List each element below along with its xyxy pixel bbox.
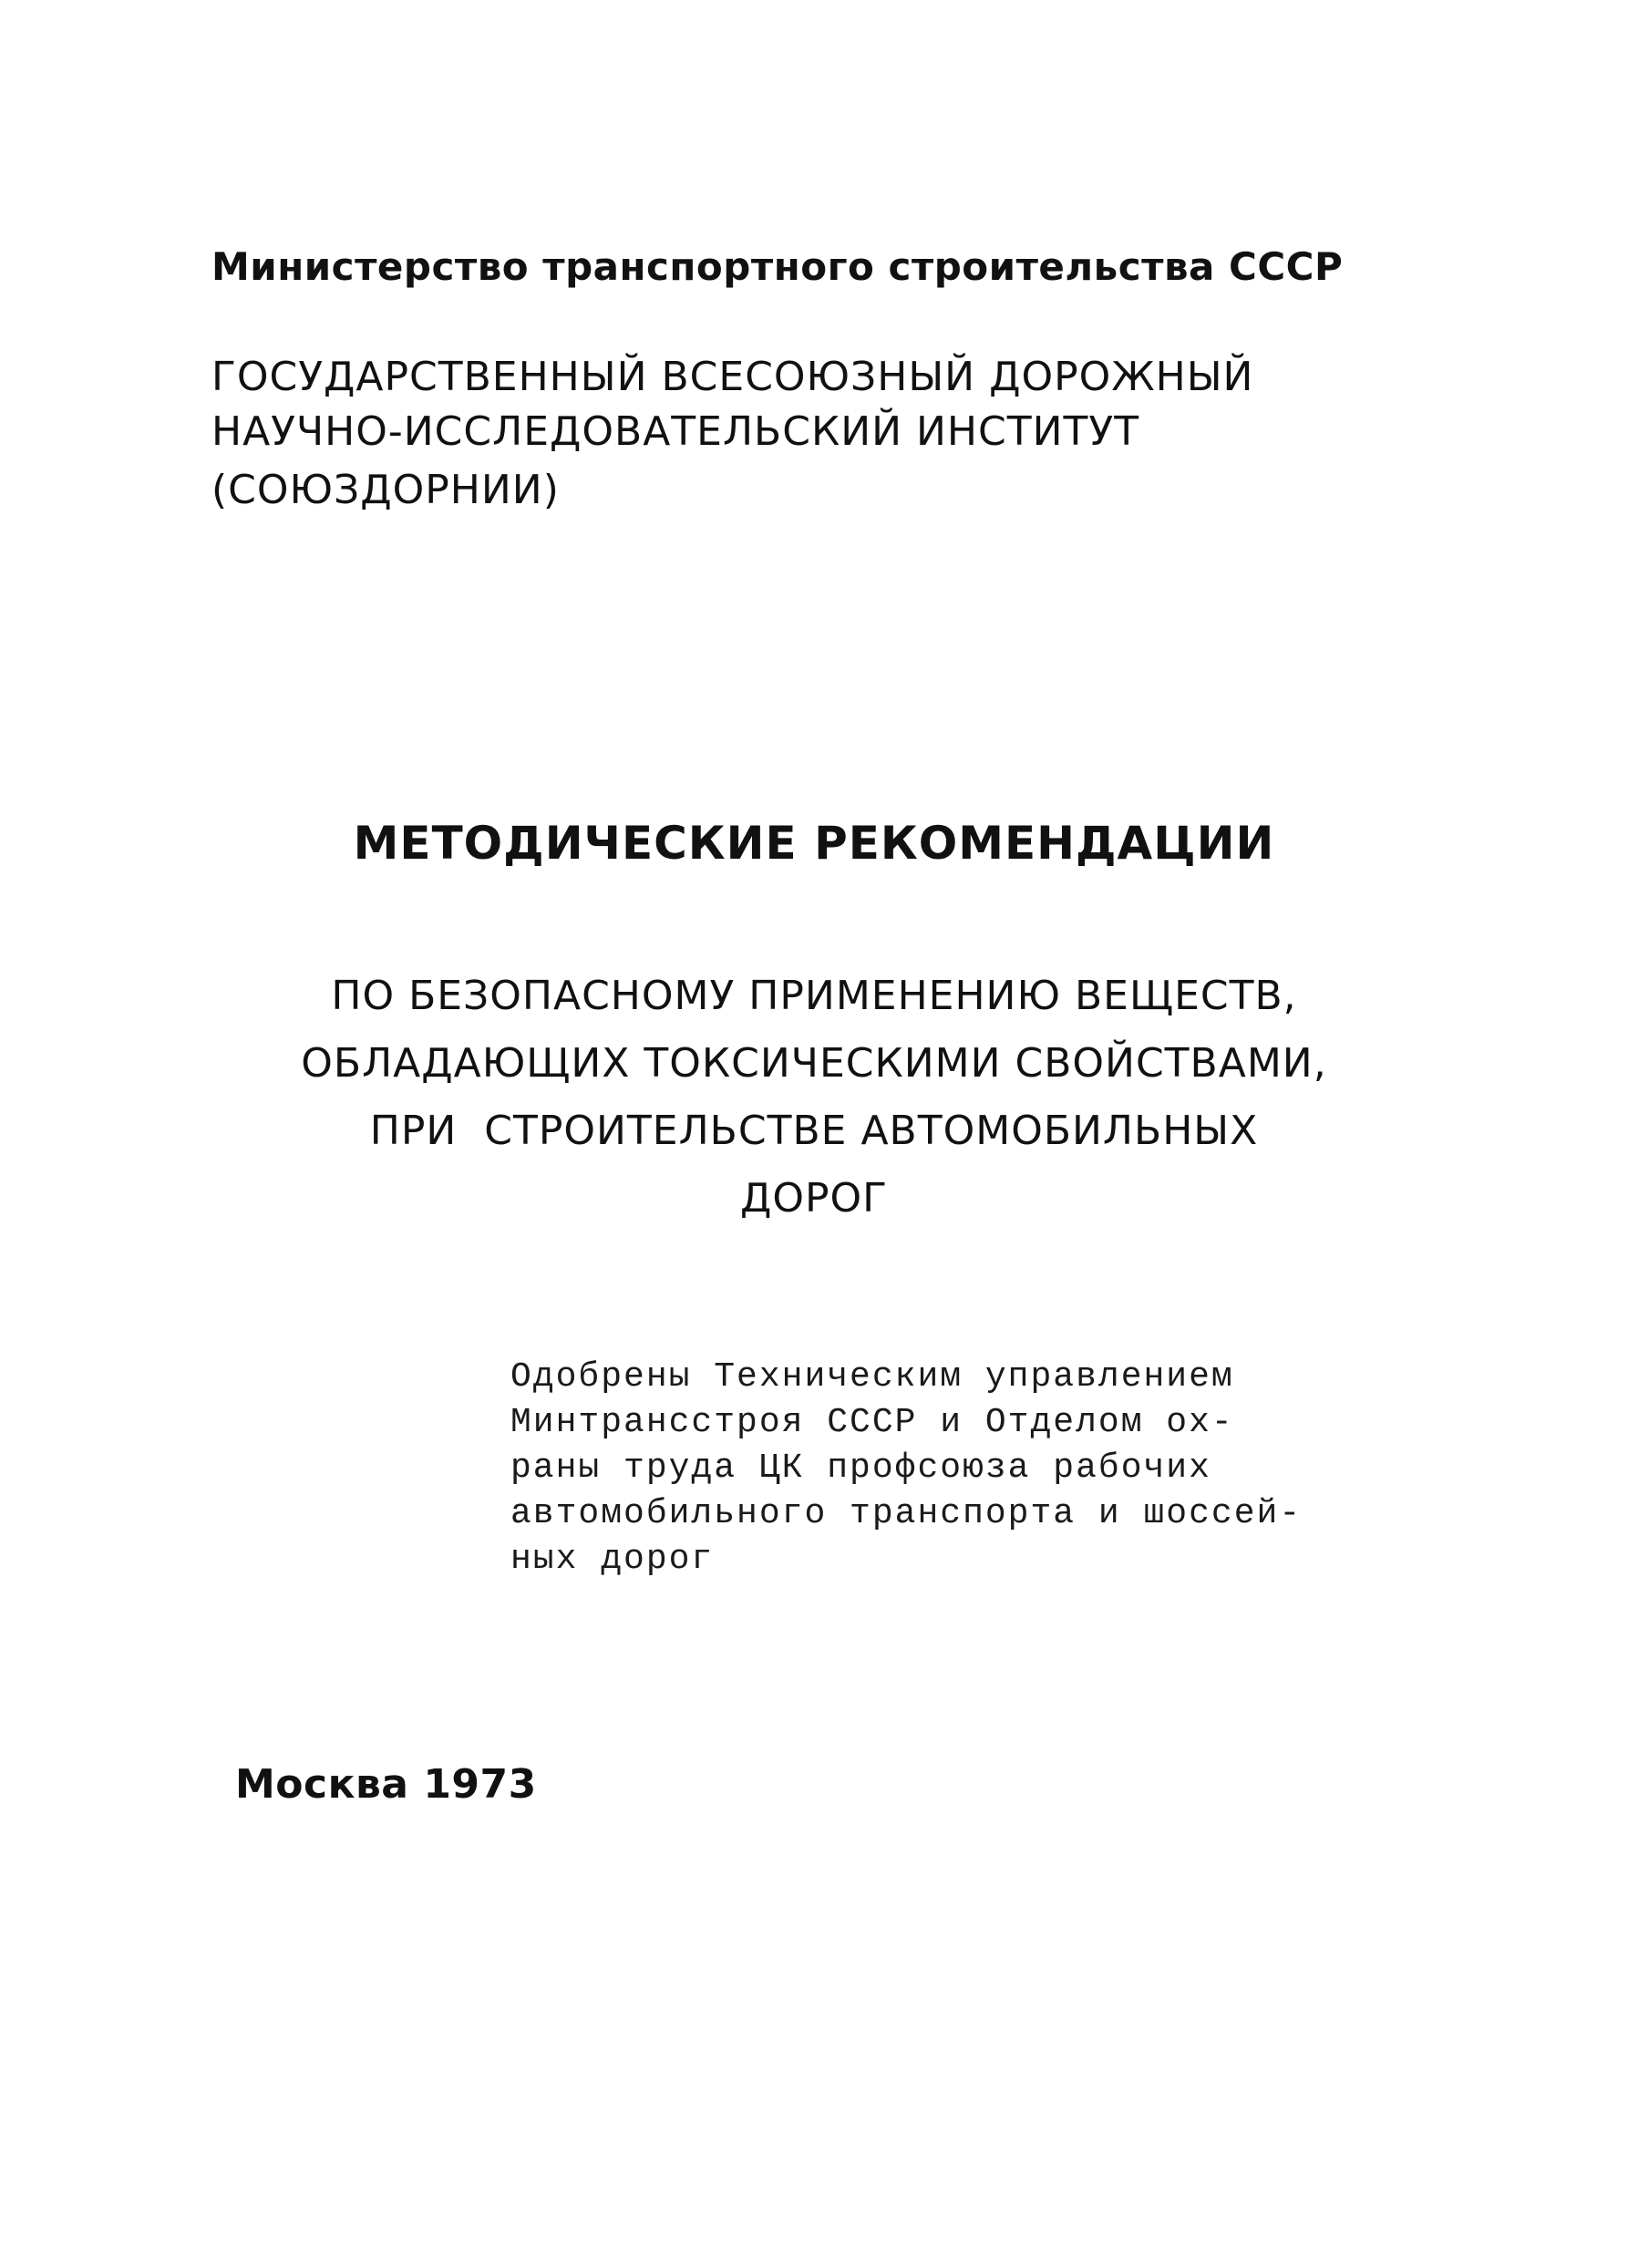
institute-name-line: ГОСУДАРСТВЕННЫЙ ВСЕСОЮЗНЫЙ ДОРОЖНЫЙ (211, 354, 1254, 400)
institute-abbreviation: (СОЮЗДОРНИИ) (211, 467, 560, 513)
document-title: МЕТОДИЧЕСКИЕ РЕКОМЕНДАЦИИ (353, 817, 1275, 870)
subtitle-line: ДОРОГ (739, 1175, 888, 1222)
subtitle-line: ПО БЕЗОПАСНОМУ ПРИМЕНЕНИЮ ВЕЩЕСТВ, (331, 973, 1297, 1019)
approval-line: Минтрансстроя СССР и Отделом ох- (510, 1403, 1234, 1442)
document-subtitle (0, 963, 1628, 1232)
ministry-name: Министерство транспортного строительства СССР (211, 244, 1344, 289)
approval-line: ных дорог (510, 1540, 715, 1579)
institute-name-line: НАУЧНО-ИССЛЕДОВАТЕЛЬСКИЙ ИНСТИТУТ (211, 408, 1140, 455)
approval-line: автомобильного транспорта и шоссей- (510, 1494, 1303, 1533)
imprint-place-year: Москва 1973 (235, 1761, 537, 1808)
approval-line: раны труда ЦК профсоюза рабочих (510, 1448, 1211, 1488)
approval-note (510, 1355, 1302, 1582)
subtitle-line: ОБЛАДАЮЩИХ ТОКСИЧЕСКИМИ СВОЙСТВАМИ, (301, 1040, 1327, 1087)
approval-line: Одобрены Техническим управлением (510, 1357, 1234, 1397)
subtitle-line: ПРИ СТРОИТЕЛЬСТВЕ АВТОМОБИЛЬНЫХ (369, 1108, 1259, 1154)
institute-name (211, 350, 1253, 459)
